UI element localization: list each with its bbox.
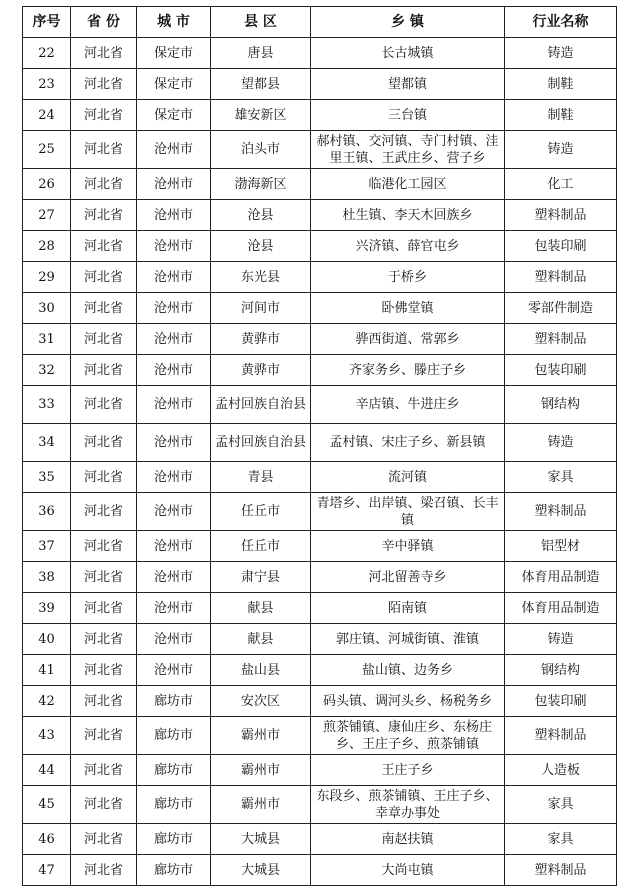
row-town: 煎茶铺镇、康仙庄乡、东杨庄乡、王庄子乡、煎茶铺镇 [311, 717, 505, 755]
row-city: 沧州市 [137, 200, 211, 231]
row-city: 沧州市 [137, 262, 211, 293]
row-province: 河北省 [71, 824, 137, 855]
row-city: 沧州市 [137, 462, 211, 493]
row-industry: 铸造 [505, 424, 617, 462]
table-row [23, 624, 617, 655]
row-county: 青县 [211, 462, 311, 493]
row-county: 大城县 [211, 824, 311, 855]
row-index: 39 [23, 593, 71, 624]
row-industry: 制鞋 [505, 100, 617, 131]
row-index: 42 [23, 686, 71, 717]
row-city: 廊坊市 [137, 824, 211, 855]
row-index: 30 [23, 293, 71, 324]
row-index: 37 [23, 531, 71, 562]
row-province: 河北省 [71, 855, 137, 886]
table-row [23, 755, 617, 786]
row-city: 沧州市 [137, 355, 211, 386]
row-county: 肃宁县 [211, 562, 311, 593]
row-province: 河北省 [71, 262, 137, 293]
row-town: 齐家务乡、滕庄子乡 [311, 355, 505, 386]
row-city: 沧州市 [137, 493, 211, 531]
row-town: 盐山镇、边务乡 [311, 655, 505, 686]
row-county: 献县 [211, 593, 311, 624]
row-county: 任丘市 [211, 531, 311, 562]
header-province: 省 份 [71, 7, 137, 38]
row-index: 22 [23, 38, 71, 69]
table-row [23, 786, 617, 824]
row-province: 河北省 [71, 355, 137, 386]
row-province: 河北省 [71, 324, 137, 355]
row-index: 25 [23, 131, 71, 169]
row-town: 兴济镇、薛官屯乡 [311, 231, 505, 262]
row-town: 陌南镇 [311, 593, 505, 624]
row-city: 沧州市 [137, 324, 211, 355]
row-industry: 化工 [505, 169, 617, 200]
row-county: 盐山县 [211, 655, 311, 686]
row-province: 河北省 [71, 386, 137, 424]
row-province: 河北省 [71, 717, 137, 755]
row-city: 保定市 [137, 38, 211, 69]
row-city: 廊坊市 [137, 786, 211, 824]
row-county: 泊头市 [211, 131, 311, 169]
row-industry: 铝型材 [505, 531, 617, 562]
header-index: 序号 [23, 7, 71, 38]
row-industry: 塑料制品 [505, 262, 617, 293]
header-row [23, 7, 617, 38]
row-province: 河北省 [71, 38, 137, 69]
row-index: 27 [23, 200, 71, 231]
enterprise-list-table-container [22, 6, 616, 886]
row-city: 沧州市 [137, 562, 211, 593]
row-town: 大尚屯镇 [311, 855, 505, 886]
table-row [23, 38, 617, 69]
row-county: 霸州市 [211, 755, 311, 786]
row-industry: 塑料制品 [505, 855, 617, 886]
row-index: 29 [23, 262, 71, 293]
row-index: 41 [23, 655, 71, 686]
row-index: 34 [23, 424, 71, 462]
row-industry: 包装印刷 [505, 231, 617, 262]
table-row [23, 200, 617, 231]
row-city: 沧州市 [137, 386, 211, 424]
row-city: 沧州市 [137, 624, 211, 655]
row-county: 望都县 [211, 69, 311, 100]
table-row [23, 386, 617, 424]
row-province: 河北省 [71, 231, 137, 262]
row-index: 44 [23, 755, 71, 786]
row-county: 沧县 [211, 231, 311, 262]
row-province: 河北省 [71, 755, 137, 786]
table-row [23, 231, 617, 262]
row-industry: 铸造 [505, 38, 617, 69]
row-index: 47 [23, 855, 71, 886]
table-row [23, 293, 617, 324]
table-row [23, 131, 617, 169]
header-county: 县 区 [211, 7, 311, 38]
row-town: 南赵扶镇 [311, 824, 505, 855]
header-city: 城 市 [137, 7, 211, 38]
row-town: 长古城镇 [311, 38, 505, 69]
row-county: 霸州市 [211, 717, 311, 755]
table-row [23, 531, 617, 562]
row-province: 河北省 [71, 200, 137, 231]
row-town: 河北留善寺乡 [311, 562, 505, 593]
row-province: 河北省 [71, 131, 137, 169]
row-index: 46 [23, 824, 71, 855]
row-city: 廊坊市 [137, 686, 211, 717]
table-row [23, 686, 617, 717]
row-industry: 体育用品制造 [505, 593, 617, 624]
row-industry: 人造板 [505, 755, 617, 786]
row-province: 河北省 [71, 293, 137, 324]
row-county: 霸州市 [211, 786, 311, 824]
row-town: 流河镇 [311, 462, 505, 493]
table-row [23, 262, 617, 293]
row-town: 三台镇 [311, 100, 505, 131]
header-industry: 行业名称 [505, 7, 617, 38]
row-industry: 家具 [505, 462, 617, 493]
row-county: 任丘市 [211, 493, 311, 531]
row-city: 沧州市 [137, 424, 211, 462]
row-county: 孟村回族自治县 [211, 386, 311, 424]
row-town: 青塔乡、出岸镇、梁召镇、长丰镇 [311, 493, 505, 531]
row-city: 保定市 [137, 100, 211, 131]
row-province: 河北省 [71, 169, 137, 200]
row-industry: 零部件制造 [505, 293, 617, 324]
row-industry: 钢结构 [505, 386, 617, 424]
row-county: 大城县 [211, 855, 311, 886]
row-county: 献县 [211, 624, 311, 655]
table-body [23, 38, 617, 886]
table-header [23, 7, 617, 38]
row-city: 沧州市 [137, 531, 211, 562]
row-town: 骅西街道、常郭乡 [311, 324, 505, 355]
row-index: 26 [23, 169, 71, 200]
row-town: 望都镇 [311, 69, 505, 100]
table-row [23, 169, 617, 200]
row-province: 河北省 [71, 100, 137, 131]
row-city: 廊坊市 [137, 755, 211, 786]
row-province: 河北省 [71, 562, 137, 593]
row-county: 孟村回族自治县 [211, 424, 311, 462]
row-town: 孟村镇、宋庄子乡、新县镇 [311, 424, 505, 462]
table-row [23, 593, 617, 624]
row-city: 沧州市 [137, 131, 211, 169]
row-province: 河北省 [71, 786, 137, 824]
row-town: 郭庄镇、河城街镇、淮镇 [311, 624, 505, 655]
table-row [23, 655, 617, 686]
row-county: 唐县 [211, 38, 311, 69]
row-city: 廊坊市 [137, 717, 211, 755]
enterprise-list-table [22, 6, 617, 886]
row-county: 安次区 [211, 686, 311, 717]
row-industry: 塑料制品 [505, 324, 617, 355]
row-town: 码头镇、调河头乡、杨税务乡 [311, 686, 505, 717]
row-city: 沧州市 [137, 593, 211, 624]
row-province: 河北省 [71, 424, 137, 462]
row-city: 沧州市 [137, 169, 211, 200]
row-industry: 包装印刷 [505, 686, 617, 717]
table-row [23, 717, 617, 755]
row-industry: 家具 [505, 786, 617, 824]
row-province: 河北省 [71, 624, 137, 655]
row-province: 河北省 [71, 462, 137, 493]
row-city: 沧州市 [137, 293, 211, 324]
table-row [23, 462, 617, 493]
row-index: 43 [23, 717, 71, 755]
row-industry: 体育用品制造 [505, 562, 617, 593]
row-city: 沧州市 [137, 655, 211, 686]
row-town: 卧佛堂镇 [311, 293, 505, 324]
row-town: 杜生镇、李天木回族乡 [311, 200, 505, 231]
header-town: 乡 镇 [311, 7, 505, 38]
row-index: 23 [23, 69, 71, 100]
table-row [23, 855, 617, 886]
row-industry: 塑料制品 [505, 717, 617, 755]
row-city: 廊坊市 [137, 855, 211, 886]
row-industry: 制鞋 [505, 69, 617, 100]
row-province: 河北省 [71, 655, 137, 686]
row-town: 辛中驿镇 [311, 531, 505, 562]
row-index: 31 [23, 324, 71, 355]
row-city: 沧州市 [137, 231, 211, 262]
row-index: 28 [23, 231, 71, 262]
table-row [23, 493, 617, 531]
table-row [23, 355, 617, 386]
row-county: 东光县 [211, 262, 311, 293]
row-index: 32 [23, 355, 71, 386]
row-county: 黄骅市 [211, 355, 311, 386]
row-index: 38 [23, 562, 71, 593]
row-index: 40 [23, 624, 71, 655]
table-row [23, 824, 617, 855]
row-county: 黄骅市 [211, 324, 311, 355]
table-row [23, 424, 617, 462]
table-row [23, 562, 617, 593]
row-province: 河北省 [71, 593, 137, 624]
row-index: 35 [23, 462, 71, 493]
row-county: 沧县 [211, 200, 311, 231]
row-industry: 塑料制品 [505, 200, 617, 231]
row-town: 辛店镇、牛进庄乡 [311, 386, 505, 424]
row-town: 王庄子乡 [311, 755, 505, 786]
row-industry: 钢结构 [505, 655, 617, 686]
table-row [23, 69, 617, 100]
row-index: 45 [23, 786, 71, 824]
row-province: 河北省 [71, 69, 137, 100]
table-row [23, 100, 617, 131]
row-industry: 家具 [505, 824, 617, 855]
row-county: 渤海新区 [211, 169, 311, 200]
row-province: 河北省 [71, 686, 137, 717]
row-town: 东段乡、煎茶铺镇、王庄子乡、幸章办事处 [311, 786, 505, 824]
row-city: 保定市 [137, 69, 211, 100]
row-industry: 铸造 [505, 624, 617, 655]
row-index: 24 [23, 100, 71, 131]
row-province: 河北省 [71, 493, 137, 531]
row-index: 33 [23, 386, 71, 424]
row-county: 河间市 [211, 293, 311, 324]
row-town: 于桥乡 [311, 262, 505, 293]
row-county: 雄安新区 [211, 100, 311, 131]
row-index: 36 [23, 493, 71, 531]
row-industry: 包装印刷 [505, 355, 617, 386]
row-industry: 铸造 [505, 131, 617, 169]
row-town: 临港化工园区 [311, 169, 505, 200]
table-row [23, 324, 617, 355]
row-town: 郝村镇、交河镇、寺门村镇、洼里王镇、王武庄乡、营子乡 [311, 131, 505, 169]
row-province: 河北省 [71, 531, 137, 562]
row-industry: 塑料制品 [505, 493, 617, 531]
